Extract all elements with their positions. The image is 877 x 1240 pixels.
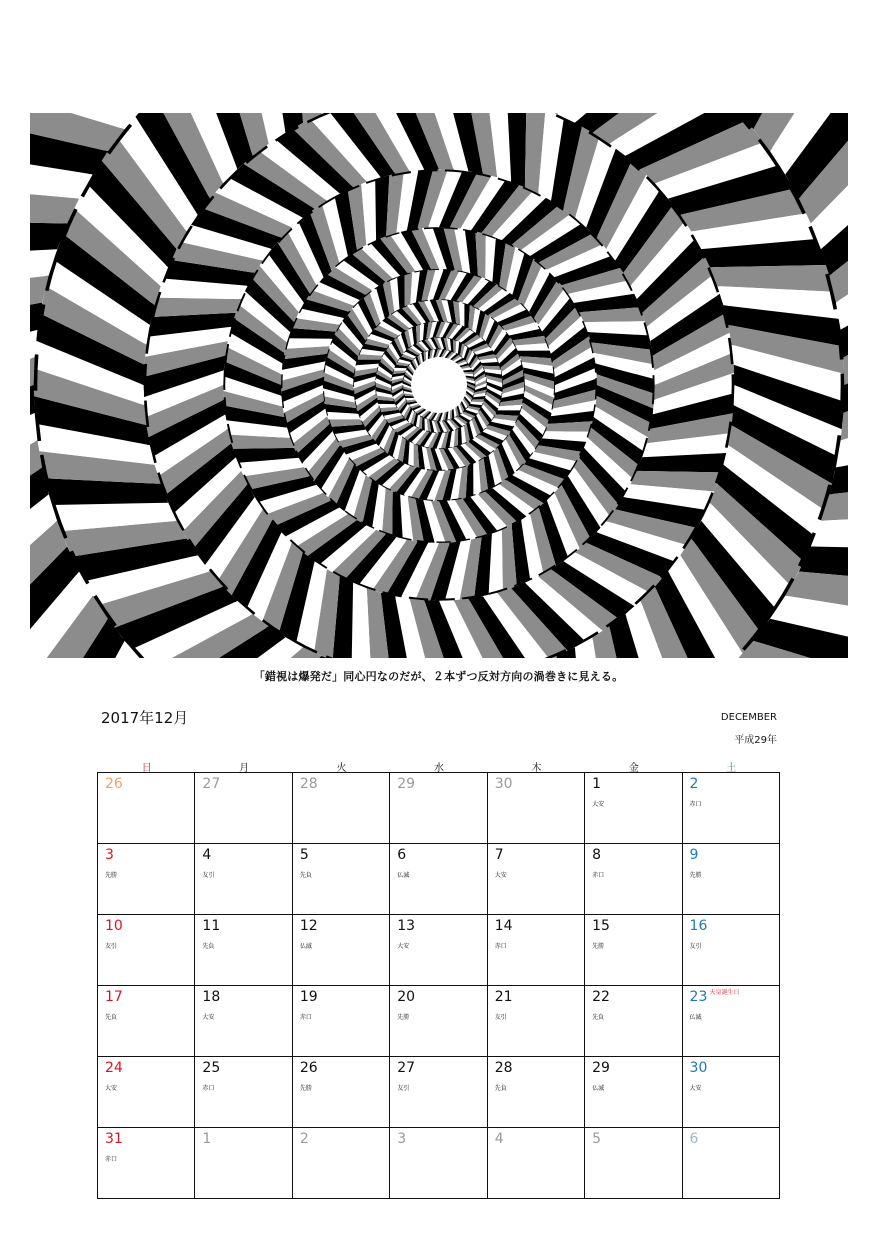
- rokuyo-label: 先勝: [397, 1014, 410, 1021]
- rokuyo-label: 大安: [105, 1085, 118, 1092]
- day-number: 18: [202, 989, 221, 1005]
- rokuyo-label: 仏滅: [689, 1014, 702, 1021]
- day-number: 27: [397, 1060, 416, 1076]
- calendar-day-cell: [292, 844, 389, 915]
- day-number: 15: [592, 918, 610, 934]
- day-number: 14: [494, 918, 513, 934]
- calendar-day-cell: [98, 1057, 195, 1128]
- day-number: 16: [689, 918, 708, 934]
- rokuyo-label: 赤口: [494, 943, 507, 950]
- rokuyo-label: 友引: [494, 1014, 507, 1021]
- day-number: 24: [105, 1060, 123, 1076]
- day-number: 19: [299, 989, 318, 1005]
- calendar-day-cell: [390, 1057, 487, 1128]
- calendar-day-cell: [292, 986, 389, 1057]
- rokuyo-label: 赤口: [689, 801, 702, 808]
- day-number: 30: [689, 1060, 708, 1076]
- rokuyo-label: 先負: [494, 1085, 507, 1092]
- rokuyo-label: 先負: [299, 872, 312, 879]
- calendar-day-cell: [390, 1128, 487, 1199]
- day-number: 3: [105, 847, 114, 863]
- calendar-day-cell: [390, 844, 487, 915]
- calendar-day-cell: [487, 915, 584, 986]
- calendar-day-cell: [98, 1128, 195, 1199]
- day-number: 1: [592, 776, 602, 792]
- weekday-tuesday: 火: [336, 763, 347, 774]
- day-number: 26: [105, 776, 123, 792]
- day-number: 20: [397, 989, 416, 1005]
- calendar-day-cell: [487, 1128, 584, 1199]
- calendar-day-cell: [682, 1128, 779, 1199]
- weekday-saturday: 土: [726, 763, 737, 774]
- calendar-day-cell: [585, 1057, 682, 1128]
- day-number: 13: [397, 918, 416, 934]
- calendar-day-cell: [585, 1128, 682, 1199]
- rokuyo-label: 赤口: [299, 1014, 312, 1021]
- rokuyo-label: 大安: [202, 1014, 215, 1021]
- rokuyo-label: 先勝: [299, 1085, 312, 1092]
- holiday-label: 天皇誕生日: [709, 989, 740, 996]
- japanese-era-year: 平成29年: [734, 735, 777, 746]
- calendar-day-cell: [98, 773, 195, 844]
- calendar-day-cell: [98, 915, 195, 986]
- calendar-day-cell: [585, 986, 682, 1057]
- day-number: 5: [592, 1131, 602, 1147]
- calendar-day-cell: [195, 844, 292, 915]
- day-number: 9: [689, 847, 699, 863]
- calendar-week-row: [98, 844, 780, 915]
- calendar-day-cell: [292, 1057, 389, 1128]
- day-number: 22: [592, 989, 610, 1005]
- day-number: 1: [202, 1131, 212, 1147]
- month-name-english: DECEMBER: [720, 712, 777, 723]
- weekday-sunday: 日: [141, 763, 152, 774]
- rokuyo-label: 仏滅: [299, 943, 312, 950]
- day-number: 2: [299, 1131, 309, 1147]
- day-number: 11: [202, 918, 221, 934]
- calendar-grid: [97, 772, 780, 1199]
- weekday-thursday: 木: [531, 763, 542, 774]
- day-number: 5: [299, 847, 309, 863]
- calendar-day-cell: [98, 844, 195, 915]
- day-number: 31: [105, 1131, 123, 1147]
- rokuyo-label: 大安: [592, 801, 605, 808]
- rokuyo-label: 大安: [494, 872, 507, 879]
- calendar-day-cell: [292, 773, 389, 844]
- calendar-day-cell: [682, 986, 779, 1057]
- weekday-monday: 月: [239, 763, 250, 774]
- day-number: 28: [299, 776, 318, 792]
- illusion-caption: 「錯視は爆発だ」同心円なのだが、２本ずつ反対方向の渦巻きに見える。: [253, 670, 624, 683]
- month-title: 2017年12月: [101, 709, 189, 727]
- rokuyo-label: 大安: [397, 943, 410, 950]
- calendar-day-cell: [390, 773, 487, 844]
- calendar-week-row: [98, 1128, 780, 1199]
- rokuyo-label: 赤口: [202, 1085, 215, 1092]
- day-number: 21: [494, 989, 513, 1005]
- rokuyo-label: 友引: [397, 1085, 410, 1092]
- day-number: 29: [592, 1060, 610, 1076]
- rokuyo-label: 友引: [689, 943, 702, 950]
- calendar-day-cell: [292, 1128, 389, 1199]
- calendar-week-row: [98, 1057, 780, 1128]
- calendar-day-cell: [98, 986, 195, 1057]
- calendar-day-cell: [682, 773, 779, 844]
- weekday-wednesday: 水: [433, 763, 444, 774]
- day-number: 27: [202, 776, 221, 792]
- calendar-day-cell: [585, 773, 682, 844]
- day-number: 26: [299, 1060, 318, 1076]
- rokuyo-label: 仏滅: [397, 872, 410, 879]
- calendar-day-cell: [195, 1128, 292, 1199]
- calendar-day-cell: [487, 986, 584, 1057]
- weekday-friday: 金: [628, 763, 639, 774]
- calendar-week-row: [98, 773, 780, 844]
- calendar-day-cell: [195, 773, 292, 844]
- calendar-day-cell: [487, 773, 584, 844]
- day-number: 17: [105, 989, 123, 1005]
- rokuyo-label: 大安: [689, 1085, 702, 1092]
- rokuyo-label: 友引: [202, 872, 215, 879]
- calendar-day-cell: [682, 915, 779, 986]
- day-number: 30: [494, 776, 513, 792]
- calendar-day-cell: [390, 986, 487, 1057]
- rokuyo-label: 先勝: [105, 872, 118, 879]
- rokuyo-label: 友引: [105, 943, 118, 950]
- day-number: 25: [202, 1060, 221, 1076]
- rokuyo-label: 先負: [202, 943, 215, 950]
- rokuyo-label: 赤口: [105, 1156, 118, 1163]
- calendar-day-cell: [585, 915, 682, 986]
- day-number: 29: [397, 776, 416, 792]
- day-number: 4: [202, 847, 212, 863]
- weekday-header-row: [98, 759, 780, 773]
- rokuyo-label: 先勝: [592, 943, 605, 950]
- calendar-day-cell: [585, 844, 682, 915]
- rokuyo-label: 先負: [105, 1014, 118, 1021]
- calendar-week-row: [98, 915, 780, 986]
- calendar-day-cell: [195, 986, 292, 1057]
- rokuyo-label: 赤口: [592, 872, 605, 879]
- day-number: 3: [397, 1131, 407, 1147]
- day-number: 28: [494, 1060, 513, 1076]
- day-number: 10: [105, 918, 123, 934]
- calendar-day-cell: [487, 1057, 584, 1128]
- day-number: 4: [494, 1131, 504, 1147]
- day-number: 7: [494, 847, 504, 863]
- rokuyo-label: 先負: [592, 1014, 605, 1021]
- calendar-day-cell: [682, 844, 779, 915]
- calendar-day-cell: [195, 1057, 292, 1128]
- calendar-week-row: [98, 986, 780, 1057]
- calendar-day-cell: [390, 915, 487, 986]
- day-number: 12: [299, 918, 318, 934]
- day-number: 2: [689, 776, 699, 792]
- rokuyo-label: 先勝: [689, 872, 702, 879]
- day-number: 23: [689, 989, 708, 1005]
- calendar-day-cell: [487, 844, 584, 915]
- calendar-day-cell: [292, 915, 389, 986]
- day-number: 6: [689, 1131, 699, 1147]
- day-number: 6: [397, 847, 407, 863]
- calendar-day-cell: [682, 1057, 779, 1128]
- day-number: 8: [592, 847, 602, 863]
- fraser-spiral-illusion: [30, 113, 848, 658]
- calendar-day-cell: [195, 915, 292, 986]
- rokuyo-label: 仏滅: [592, 1085, 605, 1092]
